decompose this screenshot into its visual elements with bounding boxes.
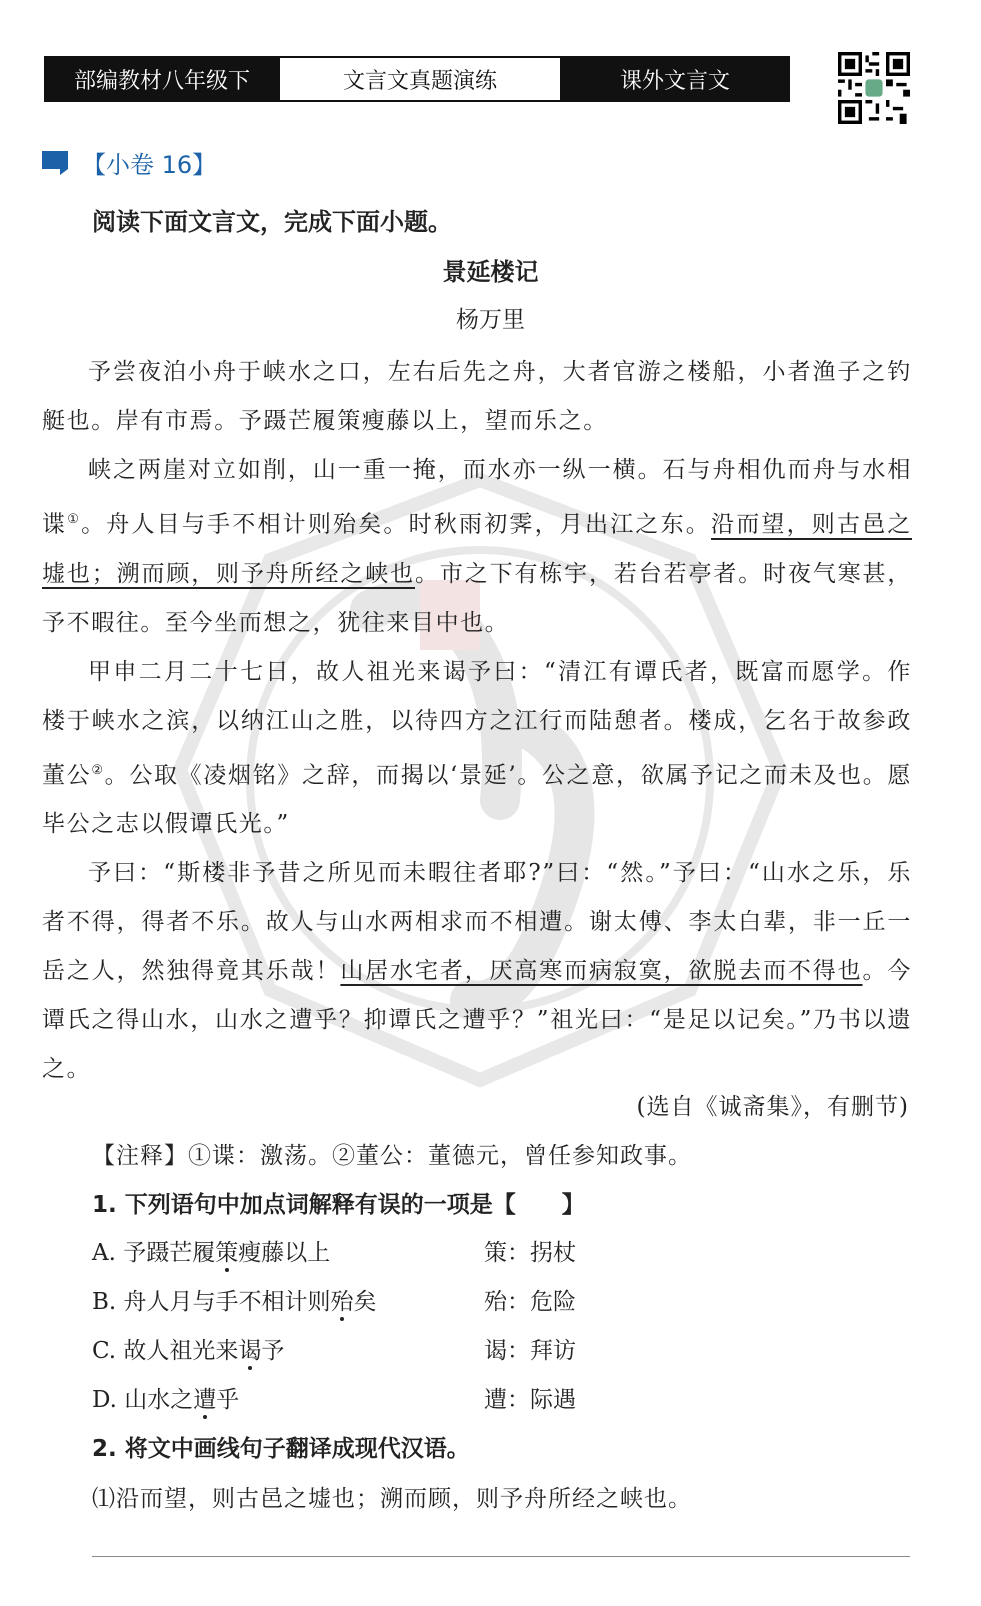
- underlined-sentence-2: 山居水宅者，厌高寒而病寂寞，欲脱去而不得也: [340, 958, 863, 985]
- paragraph-2: 峡之两崖对立如削，山一重一掩，而水亦一纵一横。石与舟相仇而舟与水相谍①。舟人目与手不相计则殆矣。时秋雨初霁，月出江之东。沿而望，则古邑之墟也；溯而顾，则予舟所经之峡也。市之下有栋宇，若台若亭者。时夜气寒甚，予不暇往。至今坐而想之，犹往来目中也。: [42, 457, 913, 636]
- dotted-word: 策: [215, 1240, 239, 1266]
- header-bar: [44, 56, 790, 102]
- annotation-note: 【注释】①谍：激荡。②董公：董德元，曾任参知政事。: [92, 1143, 692, 1169]
- header-type-label: 课外文言文: [562, 58, 788, 100]
- dotted-word: 殆: [330, 1289, 354, 1315]
- paragraph-1: 予尝夜泊小舟于峡水之口，左右后先之舟，大者官游之楼船，小者渔子之钓艇也。岸有市焉。予蹑芒履策瘦藤以上，望而乐之。: [42, 359, 912, 434]
- dotted-word: 遭: [193, 1387, 217, 1413]
- bookmark-flag-icon: [40, 149, 70, 177]
- section-tag: [40, 145, 216, 180]
- note-marker-2: ②: [91, 762, 105, 778]
- question-2-item-1: ⑴沿而望，则古邑之墟也；溯而顾，则予舟所经之峡也。: [92, 1486, 692, 1512]
- passage-author: 杨万里: [456, 307, 525, 333]
- option-d-explanation: 遭：际遇: [484, 1387, 576, 1413]
- option-a: A. 予蹑芒履策瘦藤以上: [92, 1240, 331, 1266]
- section-tag-label: 【小卷 16】: [82, 151, 217, 179]
- question-2-prompt: 2. 将文中画线句子翻译成现代汉语。: [92, 1436, 470, 1462]
- question-1-prompt: 1. 下列语句中加点词解释有误的一项是【 】: [92, 1192, 585, 1218]
- source-citation: (选自《诚斋集》，有删节): [636, 1094, 909, 1120]
- option-a-explanation: 策：拐杖: [484, 1240, 576, 1266]
- passage-title: 景延楼记: [442, 258, 539, 286]
- paragraph-3: 甲申二月二十七日，故人祖光来谒予曰：“清江有谭氏者，既富而愿学。作楼于峡水之滨，以纳江山之胜，以待四方之江行而陆憩者。楼成，乞名于故参政董公②。公取《凌烟铭》之辞，而揭以‘景延’。公之意，欲属予记之而未及也。愿毕公之志以假谭氏光。”: [42, 658, 912, 838]
- passage-body: [42, 348, 912, 1094]
- option-b-explanation: 殆：危险: [484, 1289, 576, 1315]
- option-c-explanation: 谒：拜访: [484, 1338, 576, 1364]
- note-marker-1: ①: [67, 512, 82, 527]
- answer-line[interactable]: [92, 1556, 910, 1557]
- paragraph-4: 予曰：“斯楼非予昔之所见而未暇往者耶?”曰：“然。”予曰：“山水之乐，乐者不得，得者不乐。故人与山水两相求而不相遭。谢太傅、李太白辈，非一丘一岳之人，然独得竟其乐哉！山居水宅者，厌高寒而病寂寞，欲脱去而不得也。今谭氏之得山水，山水之遭乎？抑谭氏之遭乎？”祖光曰：“是足以记矣。”乃书以遗之。: [42, 860, 912, 1083]
- option-b: B. 舟人月与手不相计则殆矣: [92, 1289, 377, 1315]
- instruction-text: 阅读下面文言文，完成下面小题。: [92, 208, 452, 236]
- option-d: D. 山水之遭乎: [92, 1387, 240, 1413]
- dotted-word: 谒: [238, 1338, 262, 1364]
- underlined-sentence-1: 沿而望，则古邑之墟也；溯而顾，则予舟所经之峡也: [42, 511, 912, 587]
- header-grade-label: 部编教材八年级下: [46, 58, 278, 100]
- option-c: C. 故人祖光来谒予: [92, 1338, 285, 1364]
- qr-code-icon: [838, 52, 910, 124]
- header-topic-label: 文言文真题演练: [278, 58, 562, 100]
